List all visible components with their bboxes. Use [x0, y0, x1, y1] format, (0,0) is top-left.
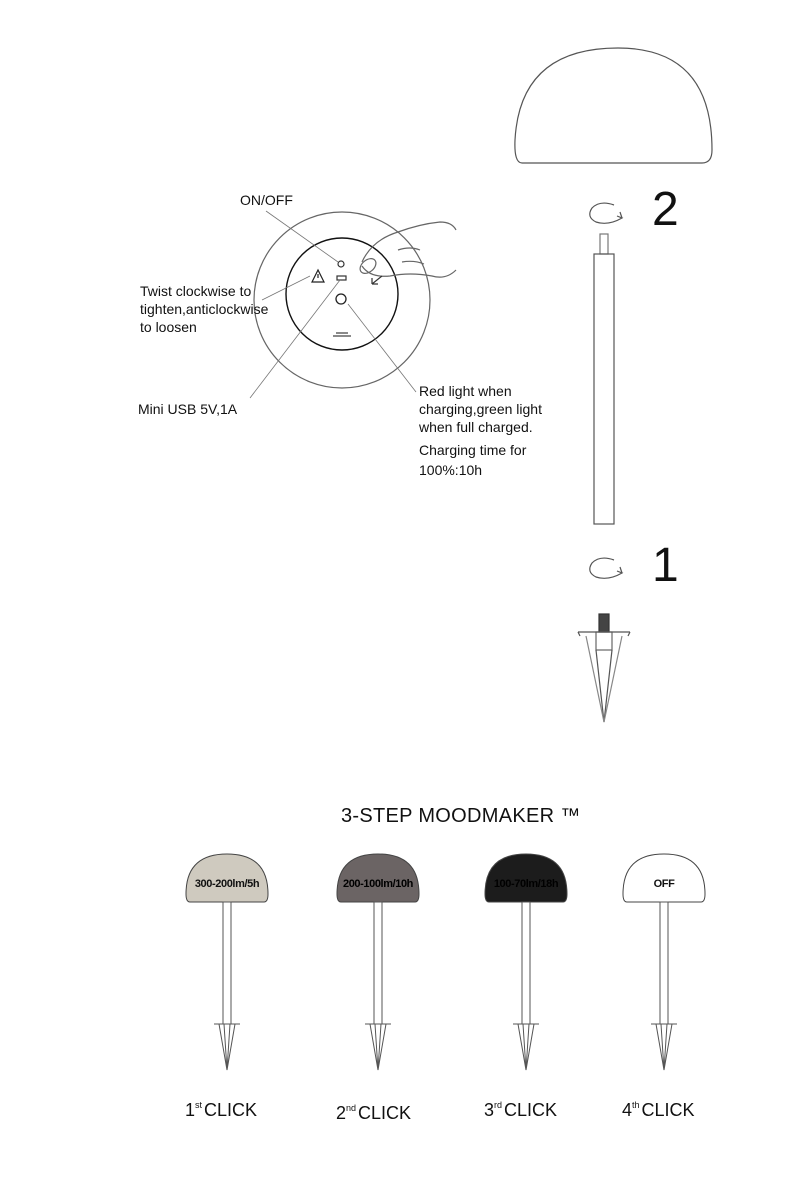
click-word: CLICK — [358, 1103, 412, 1123]
ground-spike — [214, 1024, 240, 1070]
click-word: CLICK — [504, 1100, 558, 1120]
click-ordinal-suffix: nd — [346, 1103, 357, 1113]
charge-info-line: 100%:10h — [419, 462, 483, 478]
ground-spike — [513, 1024, 539, 1070]
usb-label: Mini USB 5V,1A — [138, 401, 238, 417]
click-ordinal: 3 — [484, 1100, 495, 1120]
twist-instruction-line: to loosen — [140, 319, 197, 335]
twist-instruction-line: Twist clockwise to — [140, 283, 252, 299]
click-label — [484, 1094, 557, 1121]
click-word: CLICK — [641, 1100, 695, 1120]
lamp-pole — [522, 902, 530, 1024]
step-number-2: 2 — [652, 183, 679, 236]
twist-instruction-line: tighten,anticlockwise — [140, 301, 269, 317]
lamp-pole — [374, 902, 382, 1024]
on-off-label: ON/OFF — [240, 192, 293, 208]
click-word: CLICK — [204, 1100, 258, 1120]
moodmaker-title: 3-STEP MOODMAKER ™ — [341, 805, 581, 827]
ground-spike — [365, 1024, 391, 1070]
lamp-brightness-label: 300-200lm/5h — [194, 878, 260, 890]
click-label — [622, 1094, 695, 1121]
charge-info-line: Charging time for — [419, 442, 527, 458]
click-ordinal-suffix: st — [195, 1100, 203, 1110]
click-ordinal-suffix: th — [632, 1100, 640, 1110]
lamp-pole — [660, 902, 668, 1024]
click-ordinal: 4 — [622, 1100, 633, 1120]
lamp-brightness-label: OFF — [653, 878, 675, 890]
lamp-brightness-label: 100-70lm/18h — [493, 878, 559, 890]
click-label — [336, 1097, 411, 1124]
charge-info-line: charging,green light — [419, 401, 542, 417]
charge-info-line: Red light when — [419, 383, 512, 399]
lamp-brightness-label: 200-100lm/10h — [342, 878, 414, 890]
ground-spike — [651, 1024, 677, 1070]
click-ordinal: 1 — [185, 1100, 196, 1120]
step-number-1: 1 — [652, 539, 679, 592]
click-ordinal-suffix: rd — [494, 1100, 503, 1110]
lamp-pole — [223, 902, 231, 1024]
charge-info-line: when full charged. — [419, 419, 533, 435]
click-label — [185, 1094, 257, 1121]
click-ordinal: 2 — [336, 1103, 347, 1123]
